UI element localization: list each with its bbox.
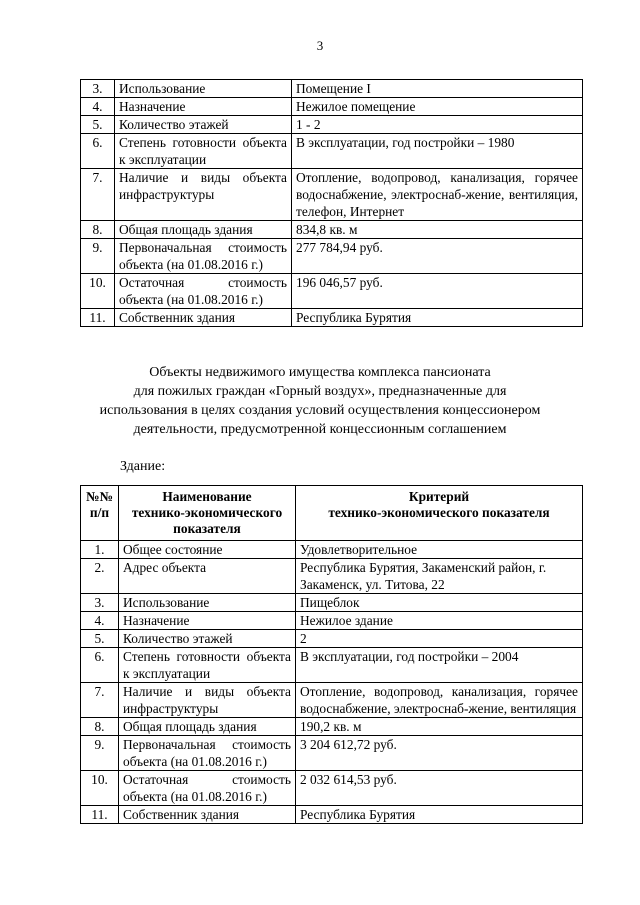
building-label: Здание: bbox=[120, 459, 166, 474]
indicator-name: Адрес объекта bbox=[119, 559, 296, 594]
header-criterion-line: Критерий bbox=[408, 489, 470, 504]
indicator-value: 3 204 612,72 руб. bbox=[296, 736, 583, 771]
indicator-value: Нежилое здание bbox=[296, 612, 583, 630]
indicator-name: Назначение bbox=[115, 98, 292, 116]
header-name bbox=[119, 486, 296, 541]
indicator-value: Республика Бурятия bbox=[296, 806, 583, 824]
indicator-value: В эксплуатации, год постройки – 1980 bbox=[292, 134, 583, 169]
table-row bbox=[81, 221, 583, 239]
heading-line: для пожилых граждан «Горный воздух», предназначенные для bbox=[133, 384, 507, 399]
table-row bbox=[81, 116, 583, 134]
row-number: 4. bbox=[81, 612, 119, 630]
table-row bbox=[81, 683, 583, 718]
table-row bbox=[81, 718, 583, 736]
indicator-name: Общая площадь здания bbox=[115, 221, 292, 239]
indicator-value: Нежилое помещение bbox=[292, 98, 583, 116]
indicator-name: Степень готовности объекта к эксплуатации bbox=[119, 648, 296, 683]
header-name-line: Наименование bbox=[162, 489, 252, 504]
row-number: 10. bbox=[81, 771, 119, 806]
indicator-value: В эксплуатации, год постройки – 2004 bbox=[296, 648, 583, 683]
row-number: 9. bbox=[81, 736, 119, 771]
row-number: 6. bbox=[81, 134, 115, 169]
table-row bbox=[81, 309, 583, 327]
row-number: 2. bbox=[81, 559, 119, 594]
table-row bbox=[81, 771, 583, 806]
indicator-name: Собственник здания bbox=[115, 309, 292, 327]
heading-line: использования в целях создания условий осуществления концессионером bbox=[99, 403, 541, 418]
table-row bbox=[81, 134, 583, 169]
indicator-name: Остаточная стоимость объекта (на 01.08.2016 г.) bbox=[119, 771, 296, 806]
header-name-line: показателя bbox=[173, 521, 241, 536]
indicator-value: 2 bbox=[296, 630, 583, 648]
indicator-value: Республика Бурятия, Закаменский район, г. Закаменск, ул. Титова, 22 bbox=[296, 559, 583, 594]
indicator-name: Количество этажей bbox=[115, 116, 292, 134]
header-criterion bbox=[296, 486, 583, 541]
row-number: 1. bbox=[81, 541, 119, 559]
row-number: 8. bbox=[81, 221, 115, 239]
row-number: 3. bbox=[81, 594, 119, 612]
table-row bbox=[81, 594, 583, 612]
section-heading bbox=[60, 363, 580, 439]
indicator-name: Наличие и виды объекта инфраструктуры bbox=[119, 683, 296, 718]
row-number: 5. bbox=[81, 630, 119, 648]
indicator-name: Собственник здания bbox=[119, 806, 296, 824]
indicator-value: 834,8 кв. м bbox=[292, 221, 583, 239]
indicator-name: Степень готовности объекта к эксплуатации bbox=[115, 134, 292, 169]
row-number: 5. bbox=[81, 116, 115, 134]
row-number: 11. bbox=[81, 309, 115, 327]
table-row bbox=[81, 806, 583, 824]
header-num-line: №№ bbox=[86, 489, 113, 504]
row-number: 3. bbox=[81, 80, 115, 98]
table-row bbox=[81, 559, 583, 594]
table-row bbox=[81, 736, 583, 771]
header-criterion-line: технико-экономического показателя bbox=[328, 505, 550, 520]
indicator-name: Использование bbox=[115, 80, 292, 98]
indicator-value: 277 784,94 руб. bbox=[292, 239, 583, 274]
indicator-value: Пищеблок bbox=[296, 594, 583, 612]
row-number: 8. bbox=[81, 718, 119, 736]
row-number: 11. bbox=[81, 806, 119, 824]
indicator-value: Отопление, водопровод, канализация, горячее водоснабжение, электроснаб-жение, вентиляция bbox=[296, 683, 583, 718]
object-table-2 bbox=[80, 485, 583, 824]
indicator-name: Остаточная стоимость объекта (на 01.08.2016 г.) bbox=[115, 274, 292, 309]
indicator-name: Назначение bbox=[119, 612, 296, 630]
row-number: 4. bbox=[81, 98, 115, 116]
table-row bbox=[81, 541, 583, 559]
indicator-value: 1 - 2 bbox=[292, 116, 583, 134]
table-row bbox=[81, 239, 583, 274]
header-name-line: технико-экономического bbox=[131, 505, 283, 520]
row-number: 7. bbox=[81, 683, 119, 718]
indicator-name: Первоначальная стоимость объекта (на 01.08.2016 г.) bbox=[119, 736, 296, 771]
table-row bbox=[81, 630, 583, 648]
table-row bbox=[81, 648, 583, 683]
object-table-1 bbox=[80, 79, 583, 327]
indicator-name: Первоначальная стоимость объекта (на 01.08.2016 г.) bbox=[115, 239, 292, 274]
indicator-name: Использование bbox=[119, 594, 296, 612]
indicator-value: 2 032 614,53 руб. bbox=[296, 771, 583, 806]
row-number: 9. bbox=[81, 239, 115, 274]
indicator-name: Общая площадь здания bbox=[119, 718, 296, 736]
indicator-value: 196 046,57 руб. bbox=[292, 274, 583, 309]
indicator-value: Республика Бурятия bbox=[292, 309, 583, 327]
table-row bbox=[81, 612, 583, 630]
indicator-value: Помещение I bbox=[292, 80, 583, 98]
table-row bbox=[81, 80, 583, 98]
indicator-name: Общее состояние bbox=[119, 541, 296, 559]
table-row bbox=[81, 274, 583, 309]
row-number: 10. bbox=[81, 274, 115, 309]
page-number: 3 bbox=[316, 38, 324, 53]
header-num-line: п/п bbox=[89, 505, 110, 520]
indicator-value: Отопление, водопровод, канализация, горячее водоснабжение, электроснаб-жение, вентиляция, телефон, Интернет bbox=[292, 169, 583, 221]
indicator-name: Наличие и виды объекта инфраструктуры bbox=[115, 169, 292, 221]
indicator-value: 190,2 кв. м bbox=[296, 718, 583, 736]
table-row bbox=[81, 169, 583, 221]
row-number: 7. bbox=[81, 169, 115, 221]
header-num bbox=[81, 486, 119, 541]
heading-line: деятельности, предусмотренной концессионным соглашением bbox=[133, 422, 507, 437]
row-number: 6. bbox=[81, 648, 119, 683]
indicator-value: Удовлетворительное bbox=[296, 541, 583, 559]
heading-line: Объекты недвижимого имущества комплекса пансионата bbox=[149, 365, 491, 380]
indicator-name: Количество этажей bbox=[119, 630, 296, 648]
table-header-row bbox=[81, 486, 583, 541]
table-row bbox=[81, 98, 583, 116]
